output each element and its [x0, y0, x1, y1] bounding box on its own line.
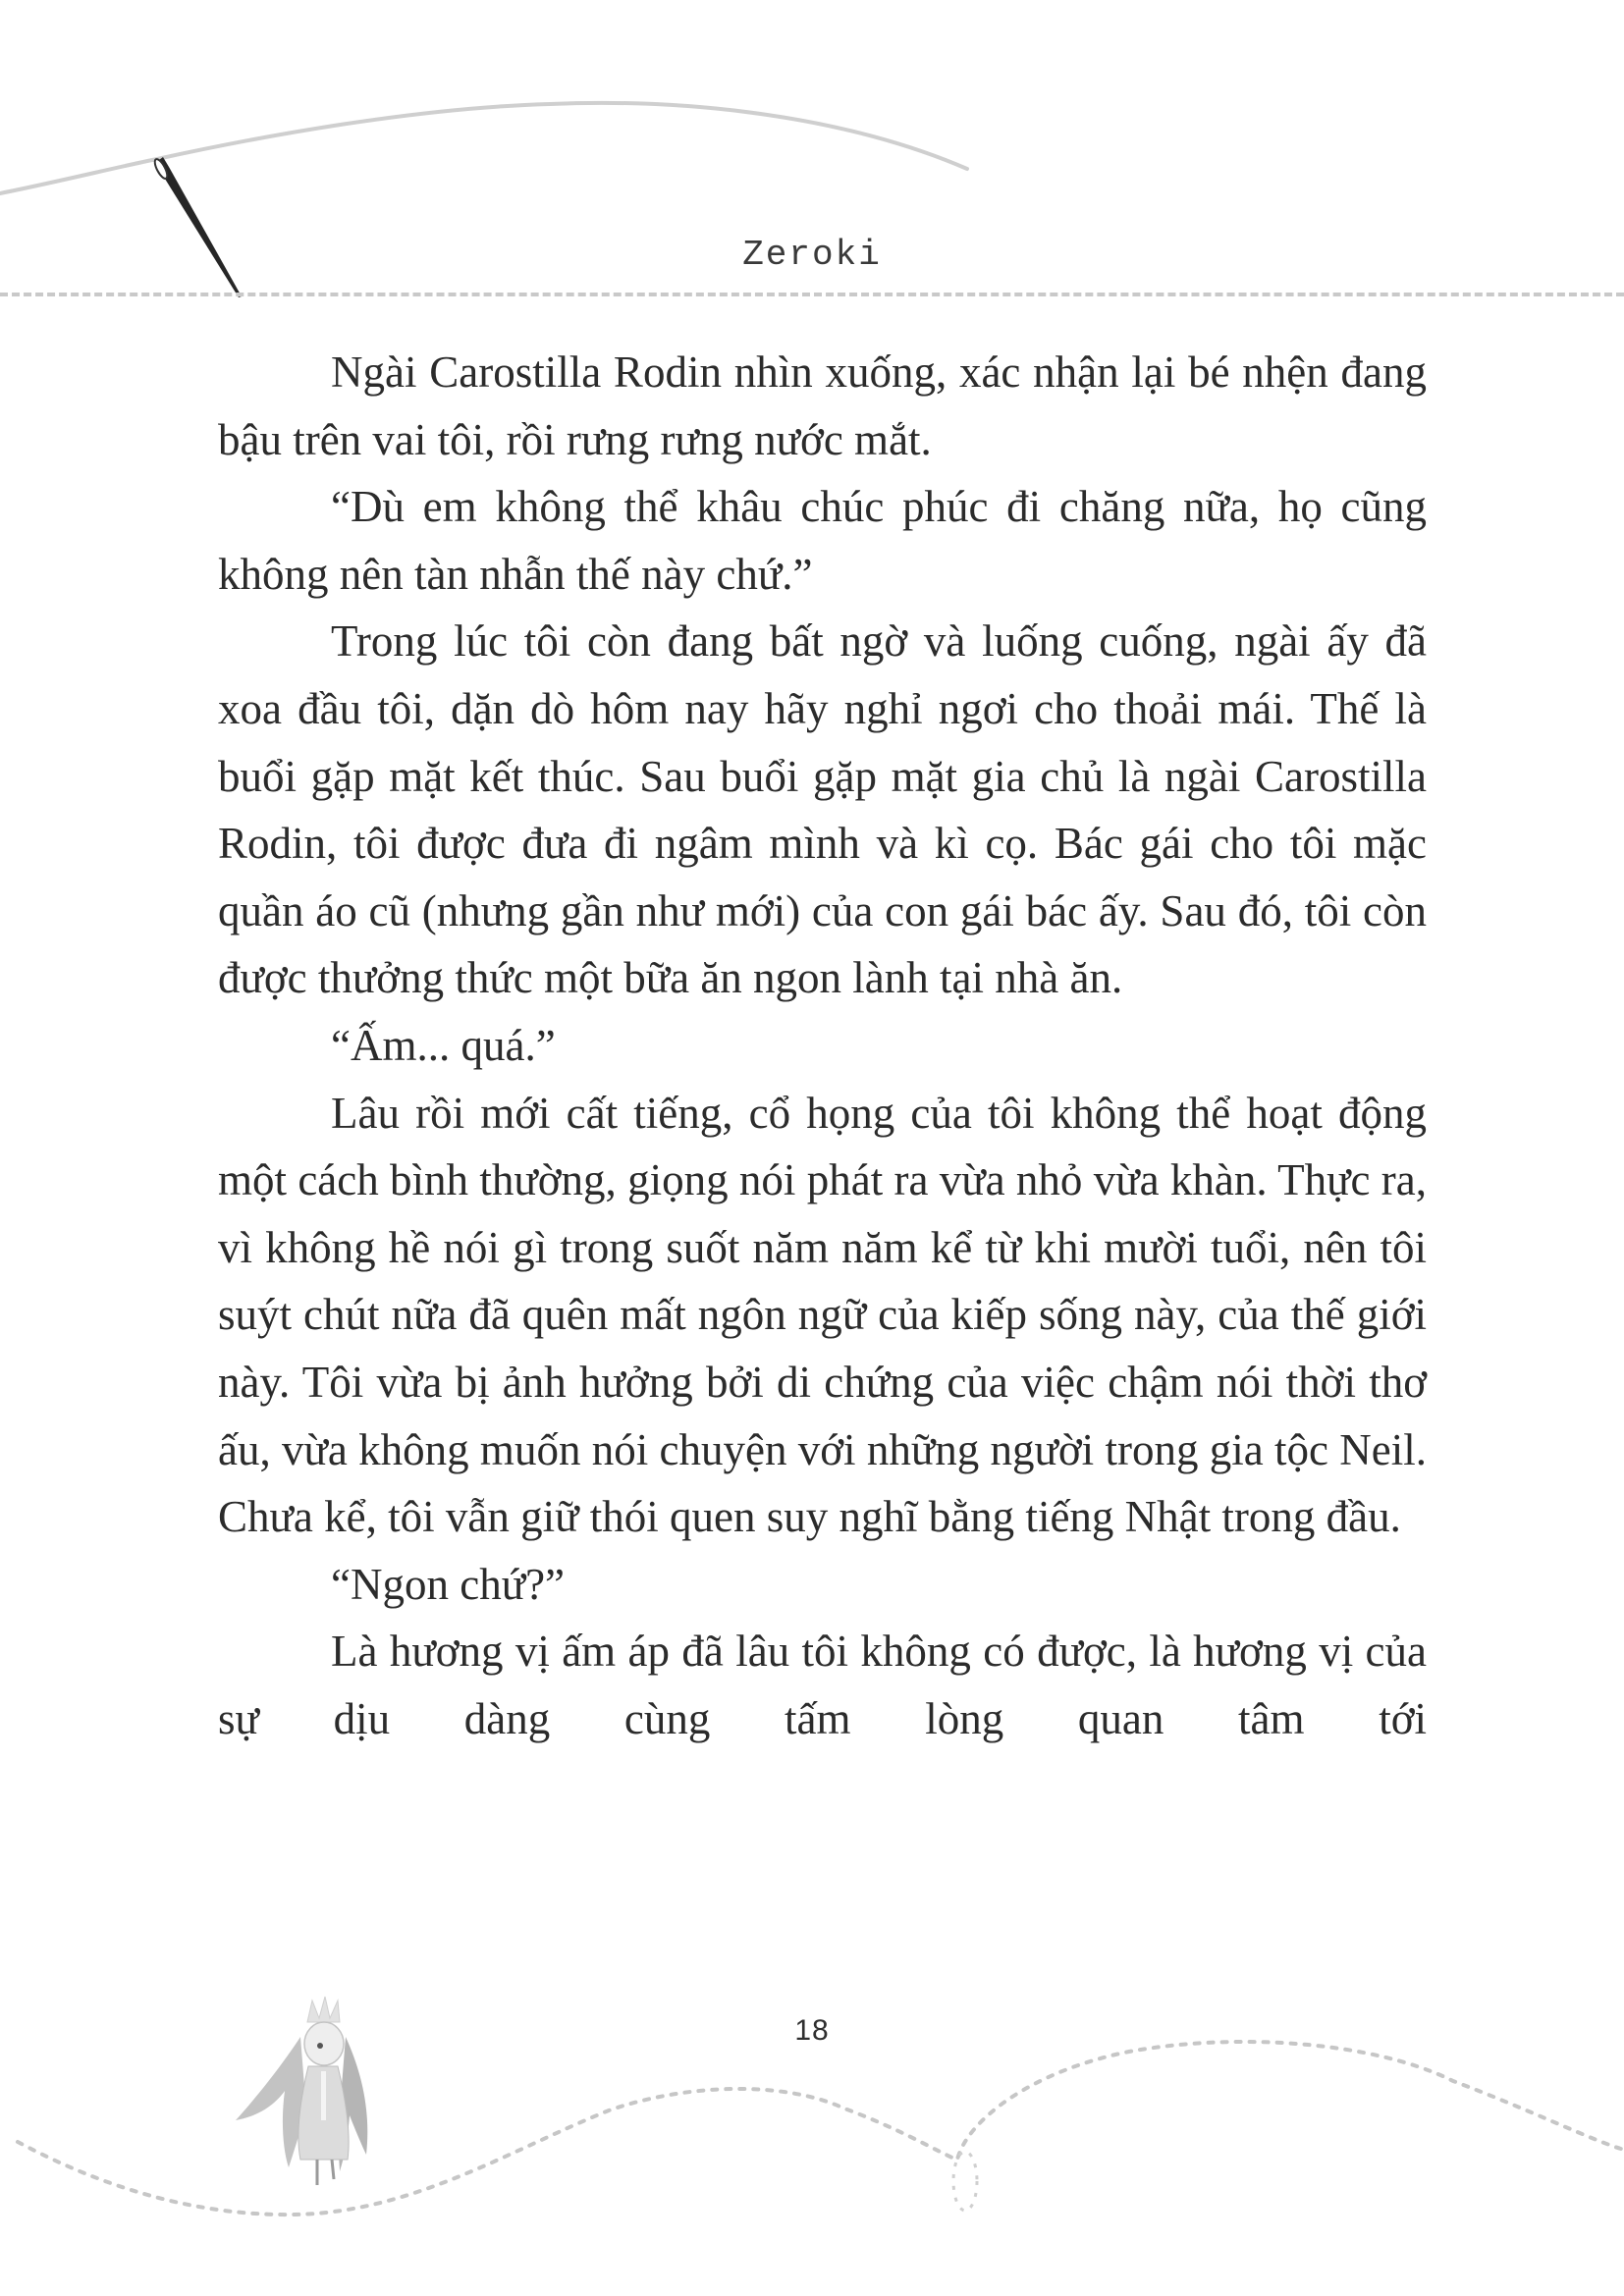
paragraph: Ngài Carostilla Rodin nhìn xuống, xác nhận lại bé nhện đang bậu trên vai tôi, rồi rưng rưng nước mắt. — [218, 347, 1427, 464]
paragraph: Lâu rồi mới cất tiếng, cổ họng của tôi không thể hoạt động một cách bình thường, giọng nói phát ra vừa nhỏ vừa khàn. Thực ra, vì không hề nói gì trong suốt năm năm kể từ khi mười tuổi, nên tôi suýt chút nữa đã quên mất ngôn ngữ của kiếp sống này, của thế giới này. Tôi vừa bị ảnh hưởng bởi di chứng của việc chậm nói thời thơ ấu, vừa không muốn nói chuyện với những người trong gia tộc Neil. Chưa kể, tôi vẫn giữ thói quen suy nghĩ bằng tiếng Nhật trong đầu. — [218, 1088, 1427, 1542]
running-header-title: Zeroki — [742, 235, 882, 275]
page-body — [218, 339, 1427, 1752]
paragraph: Trong lúc tôi còn đang bất ngờ và luống cuống, ngài ấy đã xoa đầu tôi, dặn dò hôm nay hãy nghỉ ngơi cho thoải mái. Thế là buổi gặp mặt kết thúc. Sau buổi gặp mặt gia chủ là ngài Carostilla Rodin, tôi được đưa đi ngâm mình và kì cọ. Bác gái cho tôi mặc quần áo cũ (nhưng gần như mới) của con gái bác ấy. Sau đó, tôi còn được thưởng thức một bữa ăn ngon lành tại nhà ăn. — [218, 616, 1427, 1003]
dotted-thread-loop — [953, 2152, 977, 2211]
paragraph: “Dù em không thể khâu chúc phúc đi chăng nữa, họ cũng không nên tàn nhẫn thế này chứ.” — [218, 482, 1427, 599]
thread-top — [0, 103, 967, 193]
paragraph: “Ngon chứ?” — [331, 1559, 566, 1609]
paragraph: “Ấm... quá.” — [331, 1020, 556, 1070]
page-number: 18 — [794, 2014, 830, 2047]
paragraph: Là hương vị ấm áp đã lâu tôi không có được, là hương vị của sự dịu dàng cùng tấm lòng quan tâm tới — [218, 1627, 1427, 1743]
header-dashed-rule — [0, 293, 1624, 296]
